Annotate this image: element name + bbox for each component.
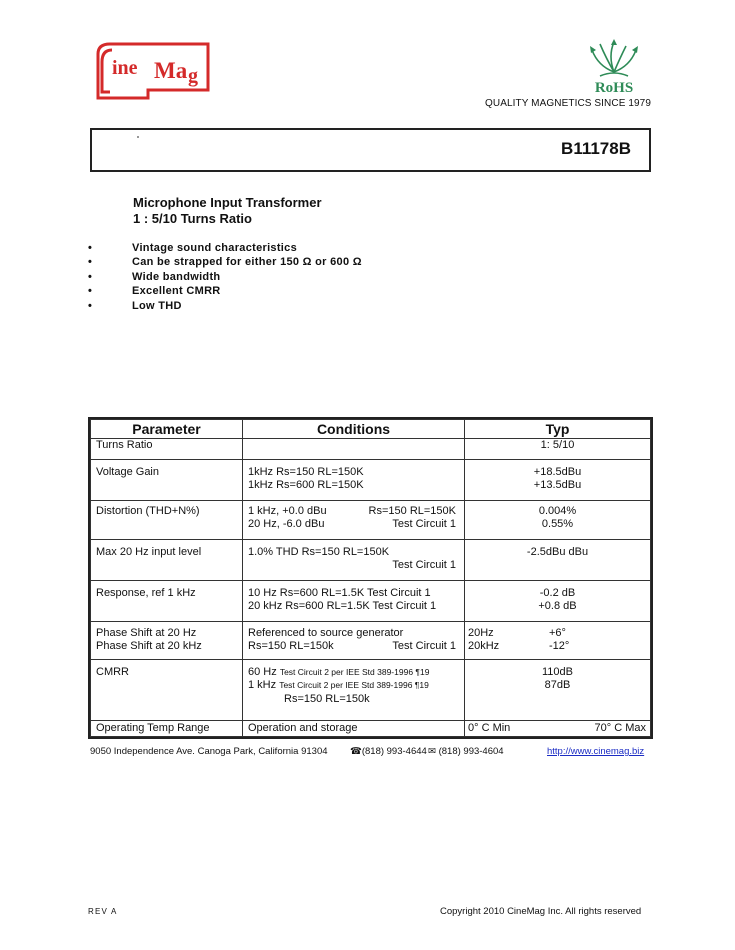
typ-value: +0.8 dB <box>538 600 577 612</box>
cond-text: 60 Hz <box>248 665 277 678</box>
typ-value: +13.5dBu <box>533 479 582 491</box>
cond-line <box>248 518 464 532</box>
cond-line <box>248 559 464 573</box>
cond-note: Test Circuit 2 per IEE Std 389-1996 ¶19 <box>279 680 429 690</box>
typ-value: 87dB <box>544 679 571 691</box>
typ-line <box>465 722 650 736</box>
copyright: Copyright 2010 CineMag Inc. All rights reserved <box>440 906 642 917</box>
typ-line <box>465 627 650 641</box>
typ-cell: 1: 5/10 <box>465 438 651 459</box>
revision: REV A <box>88 907 118 916</box>
table-row <box>91 621 651 659</box>
table-row <box>91 500 651 539</box>
phone-number: ☎(818) 993-4644 <box>350 746 427 757</box>
param-cell: Voltage Gain <box>91 459 243 500</box>
svg-text:ine: ine <box>112 57 138 79</box>
cond-text: Test Circuit 1 <box>392 559 456 571</box>
website-link[interactable]: http://www.cinemag.biz <box>547 746 645 757</box>
table-row <box>91 580 651 621</box>
table-row <box>91 659 651 720</box>
typ-value: +6° <box>549 626 566 639</box>
bullet: • <box>88 242 93 254</box>
cond-cell <box>243 459 465 500</box>
typ-cell <box>465 500 651 539</box>
part-number: B11178B <box>561 139 631 158</box>
typ-line <box>465 640 650 654</box>
typ-value: 0.55% <box>541 518 574 530</box>
cond-cell <box>243 580 465 621</box>
cond-line: 10 Hz Rs=600 RL=1.5K Test Circuit 1 <box>248 586 431 599</box>
param-text: Phase Shift at 20 Hz <box>96 626 197 639</box>
typ-value: 110dB <box>542 665 573 678</box>
part-number-box <box>90 128 651 172</box>
cond-line: Rs=150 RL=150k <box>284 692 370 705</box>
typ-value: +18.5dBu <box>533 465 582 478</box>
typ-max: 70° C Max <box>594 721 646 734</box>
typ-value: -12° <box>549 640 570 652</box>
rohs-logo <box>578 36 650 96</box>
cond-cell <box>243 438 465 459</box>
cond-line: Referenced to source generator <box>248 626 404 639</box>
typ-cell <box>465 659 651 720</box>
cond-text: 1 kHz <box>248 679 277 691</box>
cond-text: 20 Hz, -6.0 dBu <box>248 518 325 530</box>
cond-line: 1kHz Rs=600 RL=150K <box>248 479 364 491</box>
bullet: • <box>88 285 93 298</box>
param-cell: Operating Temp Range <box>91 720 243 736</box>
bullet: • <box>88 256 93 269</box>
feature-text: Excellent CMRR <box>132 285 221 298</box>
typ-cell <box>465 580 651 621</box>
address: 9050 Independence Ave. Canoga Park, California 91304 <box>90 746 328 757</box>
bullet: • <box>88 270 93 283</box>
cond-line <box>248 679 464 693</box>
feature-text: Vintage sound characteristics <box>132 242 297 254</box>
table-row <box>91 720 651 736</box>
header-parameter: Parameter <box>91 420 243 439</box>
product-title: Microphone Input Transformer <box>133 195 322 210</box>
table-row <box>91 438 651 459</box>
cond-text: Rs=150 RL=150K <box>368 504 456 517</box>
table-row <box>91 539 651 580</box>
cond-line <box>248 640 464 654</box>
param-cell: CMRR <box>91 659 243 720</box>
cond-text: Test Circuit 1 <box>392 518 456 530</box>
cond-line <box>248 505 464 519</box>
cinemag-logo <box>90 38 212 104</box>
cond-line: 1.0% THD Rs=150 RL=150K <box>248 545 390 558</box>
param-cell <box>91 621 243 659</box>
typ-cell <box>465 459 651 500</box>
header-typ: Typ <box>465 420 651 439</box>
param-cell: Response, ref 1 kHz <box>91 580 243 621</box>
cond-cell <box>243 659 465 720</box>
cond-text: Test Circuit 1 <box>392 640 456 652</box>
typ-label: 20Hz <box>468 626 494 639</box>
turns-ratio-title: 1 : 5/10 Turns Ratio <box>133 211 252 226</box>
header-conditions: Conditions <box>243 420 465 439</box>
cond-cell <box>243 621 465 659</box>
spec-table <box>88 417 653 739</box>
typ-cell <box>465 621 651 659</box>
feature-text: Wide bandwidth <box>132 270 221 283</box>
bullet: • <box>88 299 93 312</box>
feature-text: Can be strapped for either 150 Ω or 600 Ω <box>132 256 362 269</box>
table-header-row <box>91 420 651 439</box>
feature-text: Low THD <box>132 299 182 312</box>
tagline: QUALITY MAGNETICS SINCE 1979 <box>485 98 651 109</box>
table-row <box>91 459 651 500</box>
cond-cell <box>243 500 465 539</box>
rohs-label: RoHS <box>594 80 634 96</box>
param-cell: Turns Ratio <box>91 438 243 459</box>
param-text: Phase Shift at 20 kHz <box>96 640 202 652</box>
svg-text:g: g <box>188 65 198 87</box>
cond-text: Rs=150 RL=150k <box>248 640 334 652</box>
typ-cell <box>465 720 651 736</box>
cond-cell <box>243 539 465 580</box>
cond-text: 1 kHz, +0.0 dBu <box>248 504 327 517</box>
cond-line <box>248 666 464 680</box>
fax-number: ✉ (818) 993-4604 <box>428 746 504 757</box>
cond-cell: Operation and storage <box>243 720 465 736</box>
typ-label: 20kHz <box>468 640 500 652</box>
param-cell: Distortion (THD+N%) <box>91 500 243 539</box>
typ-value: 0.004% <box>538 504 577 517</box>
cond-line: 1kHz Rs=150 RL=150K <box>248 465 364 478</box>
param-cell: Max 20 Hz input level <box>91 539 243 580</box>
typ-cell: -2.5dBu dBu <box>465 539 651 580</box>
cond-note: Test Circuit 2 per IEE Std 389-1996 ¶19 <box>279 666 430 677</box>
typ-min: 0° C Min <box>468 721 511 734</box>
cond-line: 20 kHz Rs=600 RL=1.5K Test Circuit 1 <box>248 600 437 612</box>
speck <box>137 136 139 138</box>
svg-text:Ma: Ma <box>154 58 188 83</box>
typ-value: -0.2 dB <box>539 586 576 599</box>
